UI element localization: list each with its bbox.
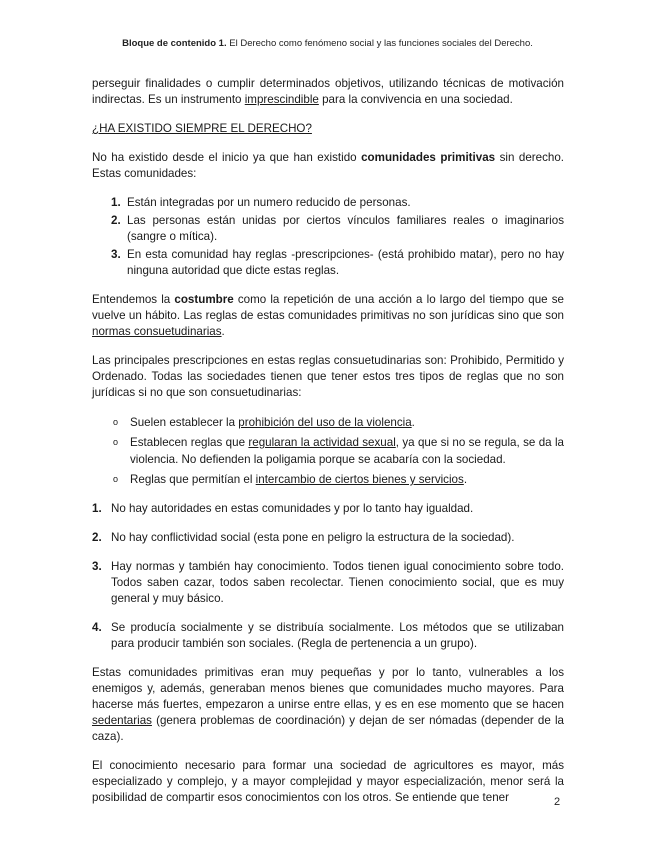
item-number: 1. xyxy=(92,502,102,515)
p1-bold: comunidades primitivas xyxy=(361,151,496,164)
item-text: No hay conflictividad social (esta pone en peligro la estructura de la sociedad). xyxy=(111,531,515,544)
bullet-item xyxy=(92,414,564,431)
item-number: 2. xyxy=(92,531,102,544)
intro-paragraph xyxy=(92,76,564,108)
paragraph-3: Las principales prescripciones en estas reglas consuetudinarias son: Prohibido, Permitido y Ordenado. Todas las sociedades tienen que tener estos tres tipos de reglas que no son jurídicas si no que son consuetudinarias: xyxy=(92,354,564,399)
bullet-marker: o xyxy=(113,437,119,447)
item-number: 3. xyxy=(92,560,102,573)
numbered-list xyxy=(92,195,564,279)
item-text: Hay normas y también hay conocimiento. Todos tienen igual conocimiento sobre todo. Todos saben cazar, todos saben recolectar. Tienen conocimiento social, que es muy general y muy básico. xyxy=(111,560,564,605)
bullet-item xyxy=(92,434,564,468)
p4-text: Estas comunidades primitivas eran muy pequeñas y por lo tanto, vulnerables a los enemigos y, además, generaban menos bienes que comunidades mucho mayores. Para hacerse más fuertes, empezaron a unirse entre ellas, y es en ese momento que se hacen xyxy=(92,666,564,711)
bullet-marker: o xyxy=(113,474,119,484)
bullet-list xyxy=(92,414,564,488)
page-body xyxy=(92,76,564,819)
p2-text-end: . xyxy=(221,325,225,338)
list-item xyxy=(92,195,564,211)
bullet-text-end: , ya que si no se regula, se da la violencia. No defienden la poligamia porque se acabaría con la sociedad. xyxy=(130,436,564,466)
list-number: 3. xyxy=(111,248,121,261)
characteristics-list xyxy=(92,501,564,652)
item-number: 4. xyxy=(92,621,102,634)
bullet-text-end: . xyxy=(411,416,415,429)
characteristic-item xyxy=(92,559,564,607)
characteristic-item xyxy=(92,501,564,517)
p1-text: No ha existido desde el inicio ya que han existido xyxy=(92,151,362,164)
list-text: En esta comunidad hay reglas -prescripciones- (está prohibido matar), pero no hay ninguna autoridad que dicte estas reglas. xyxy=(127,248,564,277)
p4-underlined: sedentarias xyxy=(92,714,152,727)
page-number: 2 xyxy=(554,796,561,808)
characteristic-item xyxy=(92,530,564,546)
bullet-text: Reglas que permitían el xyxy=(130,473,256,486)
list-item xyxy=(92,247,564,279)
p1-text-end: sin derecho. Estas comunidades: xyxy=(92,151,564,180)
intro-underlined: imprescindible xyxy=(244,93,319,106)
list-text: Las personas están unidas por ciertos vínculos familiares reales o imaginarios (sangre o mítica). xyxy=(127,214,564,243)
header-text: El Derecho como fenómeno social y las funciones sociales del Derecho. xyxy=(226,38,533,49)
paragraph-4 xyxy=(92,665,564,745)
list-item xyxy=(92,213,564,245)
page-header xyxy=(0,38,655,49)
item-text: No hay autoridades en estas comunidades y por lo tanto hay igualdad. xyxy=(111,502,474,515)
bullet-text: Suelen establecer la xyxy=(130,416,239,429)
bullet-underlined: prohibición del uso de la violencia xyxy=(238,416,412,429)
paragraph-5: El conocimiento necesario para formar una sociedad de agricultores es mayor, más especializado y complejo, y a mayor complejidad y mayor especialización, menor será la posibilidad de compartir esos conocimientos con los otros. Se entiende que tener xyxy=(92,759,564,804)
bullet-marker: o xyxy=(113,417,119,427)
p2-bold: costumbre xyxy=(174,293,234,306)
p2-text: Entendemos la xyxy=(92,293,175,306)
paragraph-2 xyxy=(92,292,564,340)
section-heading: ¿HA EXISTIDO SIEMPRE EL DERECHO? xyxy=(92,122,312,135)
item-text: Se producía socialmente y se distribuía socialmente. Los métodos que se utilizaban para producir también son sociales. (Regla de pertenencia a un grupo). xyxy=(111,621,564,650)
list-text: Están integradas por un numero reducido de personas. xyxy=(127,196,411,209)
paragraph-1 xyxy=(92,150,564,182)
intro-text-end: para la convivencia en una sociedad. xyxy=(318,93,513,106)
p2-underlined: normas consuetudinarias xyxy=(92,325,222,338)
intro-text: perseguir finalidades o cumplir determinados objetivos, utilizando técnicas de motivación indirectas. Es un instrumento xyxy=(92,77,564,106)
bullet-item xyxy=(92,471,564,488)
bullet-underlined: intercambio de ciertos bienes y servicios xyxy=(255,473,464,486)
bullet-text-end: . xyxy=(463,473,468,486)
p4-text-end: (genera problemas de coordinación) y dejan de ser nómadas (depender de la caza). xyxy=(92,714,564,743)
bullet-text: Establecen reglas que xyxy=(130,436,249,449)
list-number: 2. xyxy=(111,214,121,227)
list-number: 1. xyxy=(111,196,121,209)
bullet-underlined: regularan la actividad sexual xyxy=(248,436,396,449)
p2-text-mid: como la repetición de una acción a lo largo del tiempo que se vuelve un hábito. Las reglas de estas comunidades primitivas no son jurídicas sino que son xyxy=(92,293,564,322)
characteristic-item xyxy=(92,620,564,652)
header-bold: Bloque de contenido 1. xyxy=(122,38,227,49)
